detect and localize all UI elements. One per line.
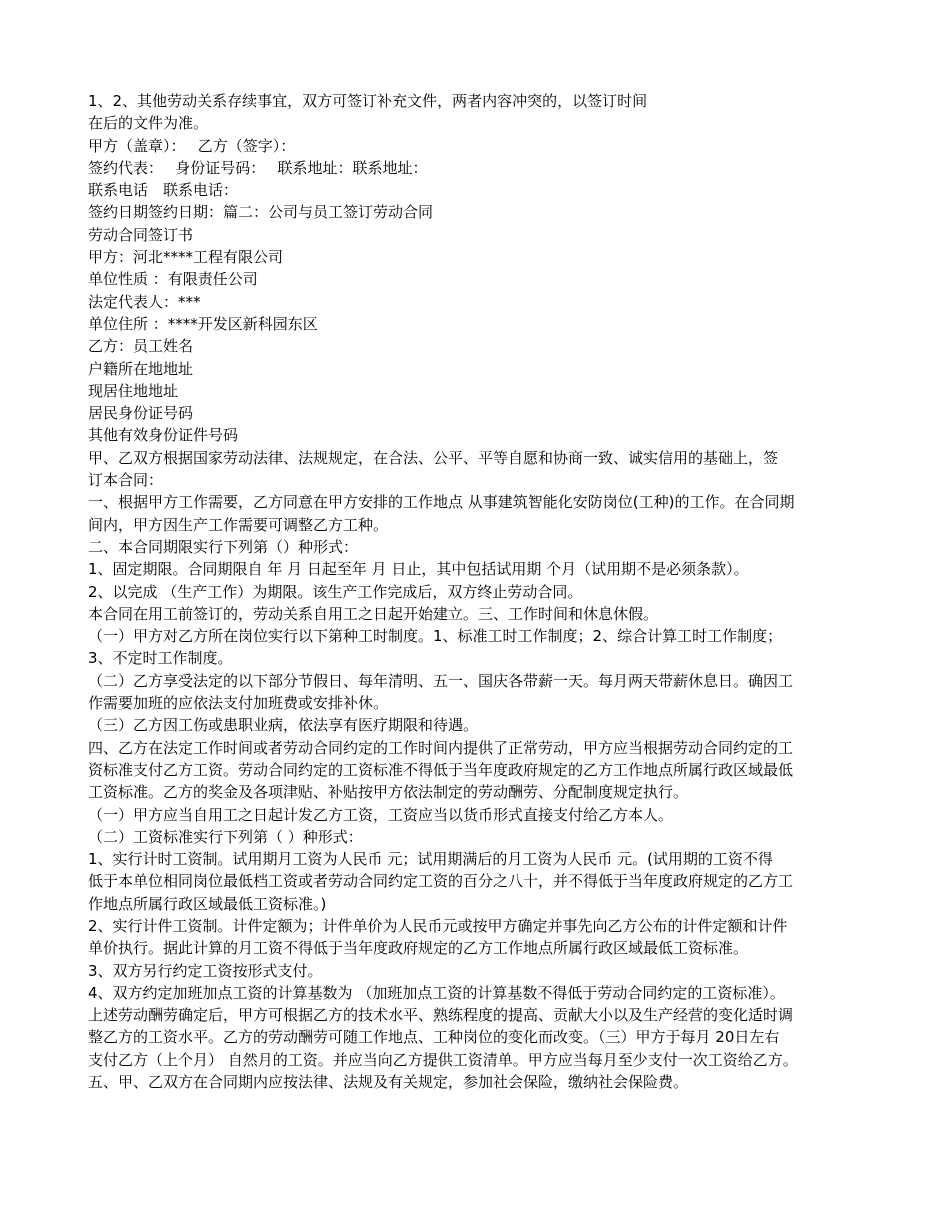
signature-representative-line: 签约代表： 身份证号码： 联系地址：联系地址：: [88, 158, 428, 177]
text-line: 四、乙方在法定工作时间或者劳动合同约定的工作时间内提供了正常劳动，甲方应当根据劳动合同约定的工: [88, 738, 794, 757]
text-line: （二）乙方享受法定的以下部分节假日、每年清明、五一、国庆各带薪一天。每月两天带薪休息日。确因工: [88, 671, 794, 690]
signing-date-line: 签约日期签约日期：篇二：公司与员工签订劳动合同: [88, 203, 434, 222]
text-line: 作需要加班的应依法支付加班费或安排补休。: [88, 694, 389, 713]
text-line: （三）乙方因工伤或患职业病，依法享有医疗期限和待遇。: [88, 716, 479, 735]
text-line: 1、固定期限。合同期限自 年 月 日起至年 月 日止，其中包括试用期 个月（试用期不是必须条款）。: [88, 560, 749, 579]
text-line: 4、双方约定加班加点工资的计算基数为 （加班加点工资的计算基数不得低于劳动合同约定的工资标准）。: [88, 983, 785, 1002]
text-line: （一）甲方应当自用工之日起计发乙方工资，工资应当以货币形式直接支付给乙方本人。: [88, 805, 674, 824]
text-line: 五、甲、乙双方在合同期内应按法律、法规及有关规定，参加社会保险，缴纳社会保险费。: [88, 1073, 689, 1092]
text-line: 在后的文件为准。: [88, 114, 209, 133]
household-address: 户籍所在地地址: [88, 359, 194, 378]
text-line: 工资标准。乙方的奖金及各项津贴、补贴按甲方依法制定的劳动酬劳、分配制度规定执行。: [88, 783, 689, 802]
text-line: （二）工资标准实行下列第（ ）种形式：: [88, 827, 363, 846]
text-line: 2、实行计件工资制。计件定额为；计件单价为人民币元或按甲方确定并事先向乙方公布的计件定额和计件: [88, 916, 788, 935]
contract-title: 劳动合同签订书: [88, 225, 194, 244]
text-line: 2、以完成 （生产工作）为期限。该生产工作完成后，双方终止劳动合同。: [88, 582, 583, 601]
document-body: [88, 90, 873, 1093]
contact-phone-line: 联系电话 联系电话：: [88, 181, 239, 200]
text-line: 甲、乙双方根据国家劳动法律、法规规定，在合法、公平、平等自愿和协商一致、诚实信用的基础上，签: [88, 448, 779, 467]
text-line: 1、实行计时工资制。试用期月工资为人民币 元；试用期满后的月工资为人民币 元。(试用期的工资不得: [88, 850, 773, 869]
text-line: 3、双方另行约定工资按形式支付。: [88, 961, 323, 980]
section-heading: 二、本合同期限实行下列第（）种形式：: [88, 537, 359, 556]
text-line: 间内，甲方因生产工作需要可调整乙方工种。: [88, 515, 389, 534]
text-line: 作地点所属行政区域最低工资标准。): [88, 894, 327, 913]
text-line: 3、不定时工作制度。: [88, 649, 233, 668]
text-line: 一、根据甲方工作需要，乙方同意在甲方安排的工作地点 从事建筑智能化安防岗位(工种)的工作。在合同期: [88, 493, 795, 512]
text-line: 支付乙方（上个月） 自然月的工资。并应当向乙方提供工资清单。甲方应当每月至少支付一次工资给乙方。: [88, 1050, 798, 1069]
text-line: 单价执行。据此计算的月工资不得低于当年度政府规定的乙方工作地点所属行政区域最低工资标准。: [88, 939, 749, 958]
id-number: 居民身份证号码: [88, 404, 194, 423]
unit-address: 单位住所 ：****开发区新科园东区: [88, 314, 318, 333]
party-a-name: 甲方：河北****工程有限公司: [88, 248, 284, 267]
text-line: 本合同在用工前签订的，劳动关系自用工之日起开始建立。三、工作时间和休息休假。: [88, 604, 659, 623]
current-address: 现居住地地址: [88, 381, 179, 400]
text-line: 上述劳动酬劳确定后，甲方可根据乙方的技术水平、熟练程度的提高、贡献大小以及生产经营的变化适时调: [88, 1006, 794, 1025]
legal-representative: 法定代表人：***: [88, 292, 201, 311]
signature-party-line: 甲方（盖章）： 乙方（签字）：: [88, 136, 296, 155]
text-line: 整乙方的工资水平。乙方的劳动酬劳可随工作地点、工种岗位的变化而改变。（三）甲方于每月 20日左右: [88, 1028, 780, 1047]
party-b-name: 乙方：员工姓名: [88, 337, 194, 356]
unit-nature: 单位性质 ：有限责任公司: [88, 270, 258, 289]
other-id-number: 其他有效身份证件号码: [88, 426, 239, 445]
text-line: 低于本单位相同岗位最低档工资或者劳动合同约定工资的百分之八十，并不得低于当年度政府规定的乙方工: [88, 872, 794, 891]
text-line: 资标准支付乙方工资。劳动合同约定的工资标准不得低于当年度政府规定的乙方工作地点所属行政区域最低: [88, 760, 794, 779]
text-line: 1、2、其他劳动关系存续事宜，双方可签订补充文件，两者内容冲突的，以签订时间: [88, 92, 648, 110]
text-line: 订本合同：: [88, 471, 164, 490]
text-line: （一）甲方对乙方所在岗位实行以下第种工时制度。1、标准工时工作制度；2、综合计算工时工作制度；: [88, 627, 783, 646]
